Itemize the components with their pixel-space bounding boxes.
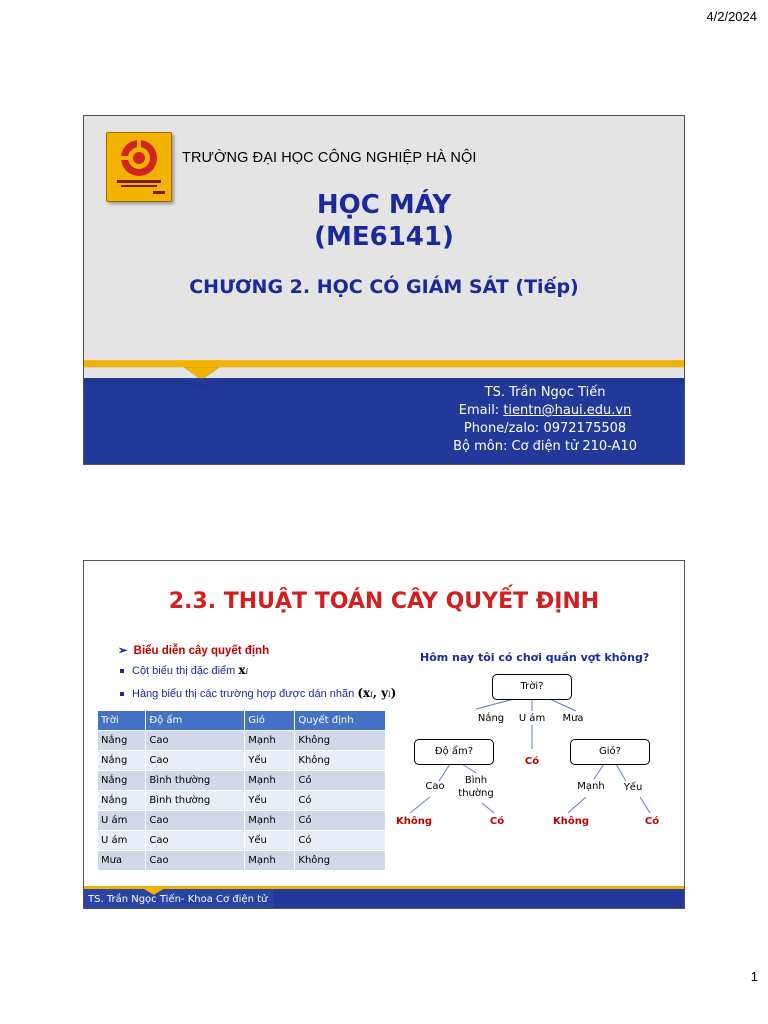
branch-label-normal: Bình thường <box>458 775 494 799</box>
tree-question: Hôm nay tôi có chơi quần vợt không? <box>420 651 650 664</box>
course-title: HỌC MÁY <box>316 190 452 220</box>
title-slide <box>83 115 685 465</box>
leaf-overcast-yes: Có <box>524 756 540 767</box>
arrow-bullet-icon: ➢ <box>118 645 128 657</box>
table-cell: Có <box>295 811 386 831</box>
instructor-name: TS. Trần Ngọc Tiến <box>484 385 606 400</box>
table-cell: U ám <box>98 811 146 831</box>
branch-label-overcast: U ám <box>518 713 546 724</box>
chapter-title: CHƯƠNG 2. HỌC CÓ GIÁM SÁT (Tiếp) <box>189 276 579 298</box>
math-xy: (xi, yi) <box>357 686 397 700</box>
table-cell: Bình thường <box>146 771 245 791</box>
table-cell: Có <box>295 831 386 851</box>
slide-title: 2.3. THUẬT TOÁN CÂY QUYẾT ĐỊNH <box>168 589 600 614</box>
table-cell: Cao <box>146 811 245 831</box>
table-cell: Cao <box>146 751 245 771</box>
table-cell: Cao <box>146 851 245 871</box>
page-date: 4/2/2024 <box>706 9 757 24</box>
course-code: (ME6141) <box>314 222 454 252</box>
table-cell: Mưa <box>98 851 146 871</box>
table-cell: Yếu <box>245 791 295 811</box>
table-cell: U ám <box>98 831 146 851</box>
branch-label-weak: Yếu <box>623 782 643 793</box>
branch-label-strong: Mạnh <box>577 781 605 792</box>
table-cell: Mạnh <box>245 771 295 791</box>
column-header: Độ ẩm <box>146 711 245 731</box>
table-cell: Yếu <box>245 751 295 771</box>
email-label: Email: <box>458 403 504 418</box>
tree-root-node: Trời? <box>492 674 572 700</box>
table-cell: Không <box>295 751 386 771</box>
table-cell: Nắng <box>98 771 146 791</box>
instructor-info <box>453 384 637 456</box>
column-header: Trời <box>98 711 146 731</box>
tree-humidity-node: Độ ẩm? <box>414 739 494 765</box>
table-cell: Cao <box>146 731 245 751</box>
table-cell: Nắng <box>98 731 146 751</box>
instructor-department: Bộ môn: Cơ điện tử 210-A10 <box>453 439 637 454</box>
table-cell: Có <box>295 771 386 791</box>
leaf-yes: Có <box>644 816 660 827</box>
table-cell: Mạnh <box>245 851 295 871</box>
column-header: Gió <box>245 711 295 731</box>
table-cell: Không <box>295 731 386 751</box>
math-x: xi <box>238 663 249 677</box>
table-cell: Nắng <box>98 751 146 771</box>
bullet-heading-text: Biểu diễn cây quyết định <box>133 645 270 657</box>
column-header: Quyết định <box>295 711 386 731</box>
bullet-rows-text: Hàng biểu thị các trường hợp được dán nhãn <box>132 688 355 700</box>
instructor-phone: Phone/zalo: 0972175508 <box>463 421 627 436</box>
tree-wind-node: Gió? <box>570 739 650 765</box>
table-cell: Cao <box>146 831 245 851</box>
table-cell: Không <box>295 851 386 871</box>
table-cell: Có <box>295 791 386 811</box>
decision-tree-slide <box>83 560 685 909</box>
page-number: 1 <box>750 969 758 984</box>
email-link[interactable]: tientn@haui.edu.vn <box>503 403 632 418</box>
leaf-no: Không <box>395 816 432 827</box>
table-cell: Mạnh <box>245 811 295 831</box>
tree-connectors <box>84 561 685 881</box>
university-name: TRƯỜNG ĐẠI HỌC CÔNG NGHIỆP HÀ NỘI <box>182 150 477 166</box>
leaf-no: Không <box>552 816 589 827</box>
branch-label-high: Cao <box>425 781 445 792</box>
table-cell: Bình thường <box>146 791 245 811</box>
branch-label-rain: Mưa <box>562 713 584 724</box>
table-cell: Nắng <box>98 791 146 811</box>
bullet-columns-text: Cột biểu thị đặc điểm <box>132 665 236 677</box>
leaf-yes: Có <box>489 816 505 827</box>
table-cell: Yếu <box>245 831 295 851</box>
branch-label-sunny: Nắng <box>477 713 505 724</box>
footer-text: TS. Trần Ngọc Tiến- Khoa Cơ điện tử <box>88 894 268 905</box>
instructor-email-line <box>453 402 637 420</box>
table-cell: Mạnh <box>245 731 295 751</box>
